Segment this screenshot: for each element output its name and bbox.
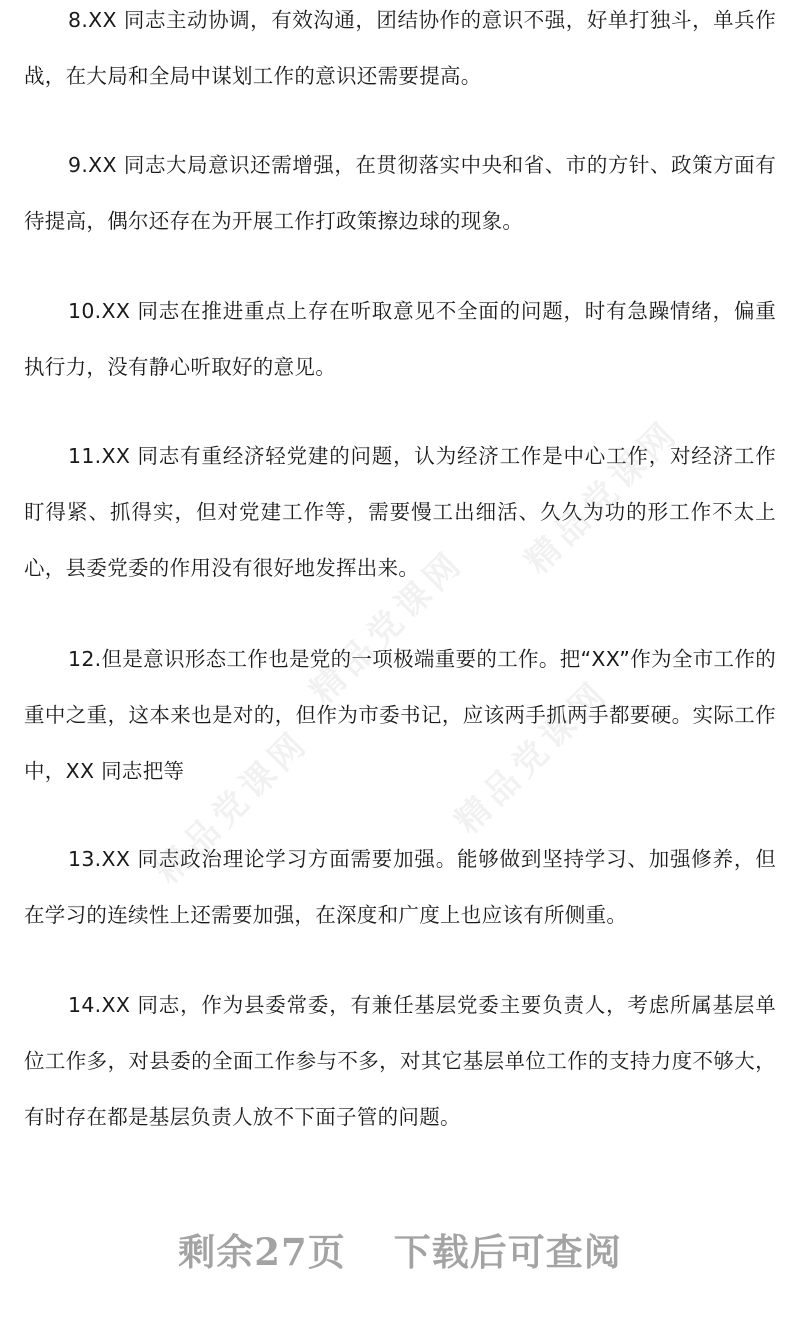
watermark: 精品党课网 (517, 412, 688, 582)
paragraph-14: 14.XX 同志，作为县委常委，有兼任基层党委主要负责人，考虑所属基层单位工作多，对县委的全面工作参与不多，对其它基层单位工作的支持力度不够大，有时存在都是基层负责人放不下面子管的问题。 (24, 993, 776, 1129)
paragraph-10: 10.XX 同志在推进重点上存在听取意见不全面的问题，时有急躁情绪，偏重执行力，没有静心听取好的意见。 (24, 299, 776, 379)
paragraph-12: 12.但是意识形态工作也是党的一项极端重要的工作。把“XX”作为全市工作的重中之重，这本来也是对的，但作为市委书记，应该两手抓两手都要硬。实际工作中，XX 同志把等 (24, 647, 776, 783)
paragraph-9: 9.XX 同志大局意识还需增强，在贯彻落实中央和省、市的方针、政策方面有待提高，偶尔还存在为开展工作打政策擦边球的现象。 (24, 153, 776, 233)
paragraph-11: 11.XX 同志有重经济轻党建的问题，认为经济工作是中心工作，对经济工作盯得紧、抓得实，但对党建工作等，需要慢工出细活、久久为功的形工作不太上心，县委党委的作用没有很好地发挥出来。 (24, 444, 776, 580)
download-to-view-text: 下载后可查阅 (393, 1230, 622, 1274)
paragraph-8: 8.XX 同志主动协调，有效沟通，团结协作的意识不强，好单打独斗，单兵作战，在大局和全局中谋划工作的意识还需要提高。 (24, 8, 776, 88)
watermark: 精品党课网 (302, 542, 473, 712)
remaining-pages-text: 剩余27页 (178, 1230, 346, 1274)
watermark: 精品党课网 (447, 672, 618, 842)
paragraph-13: 13.XX 同志政治理论学习方面需要加强。能够做到坚持学习、加强修养，但在学习的连续性上还需要加强，在深度和广度上也应该有所侧重。 (24, 847, 776, 927)
remaining-pages-banner[interactable] (0, 1222, 800, 1276)
watermark: 精品党课网 (147, 722, 318, 892)
